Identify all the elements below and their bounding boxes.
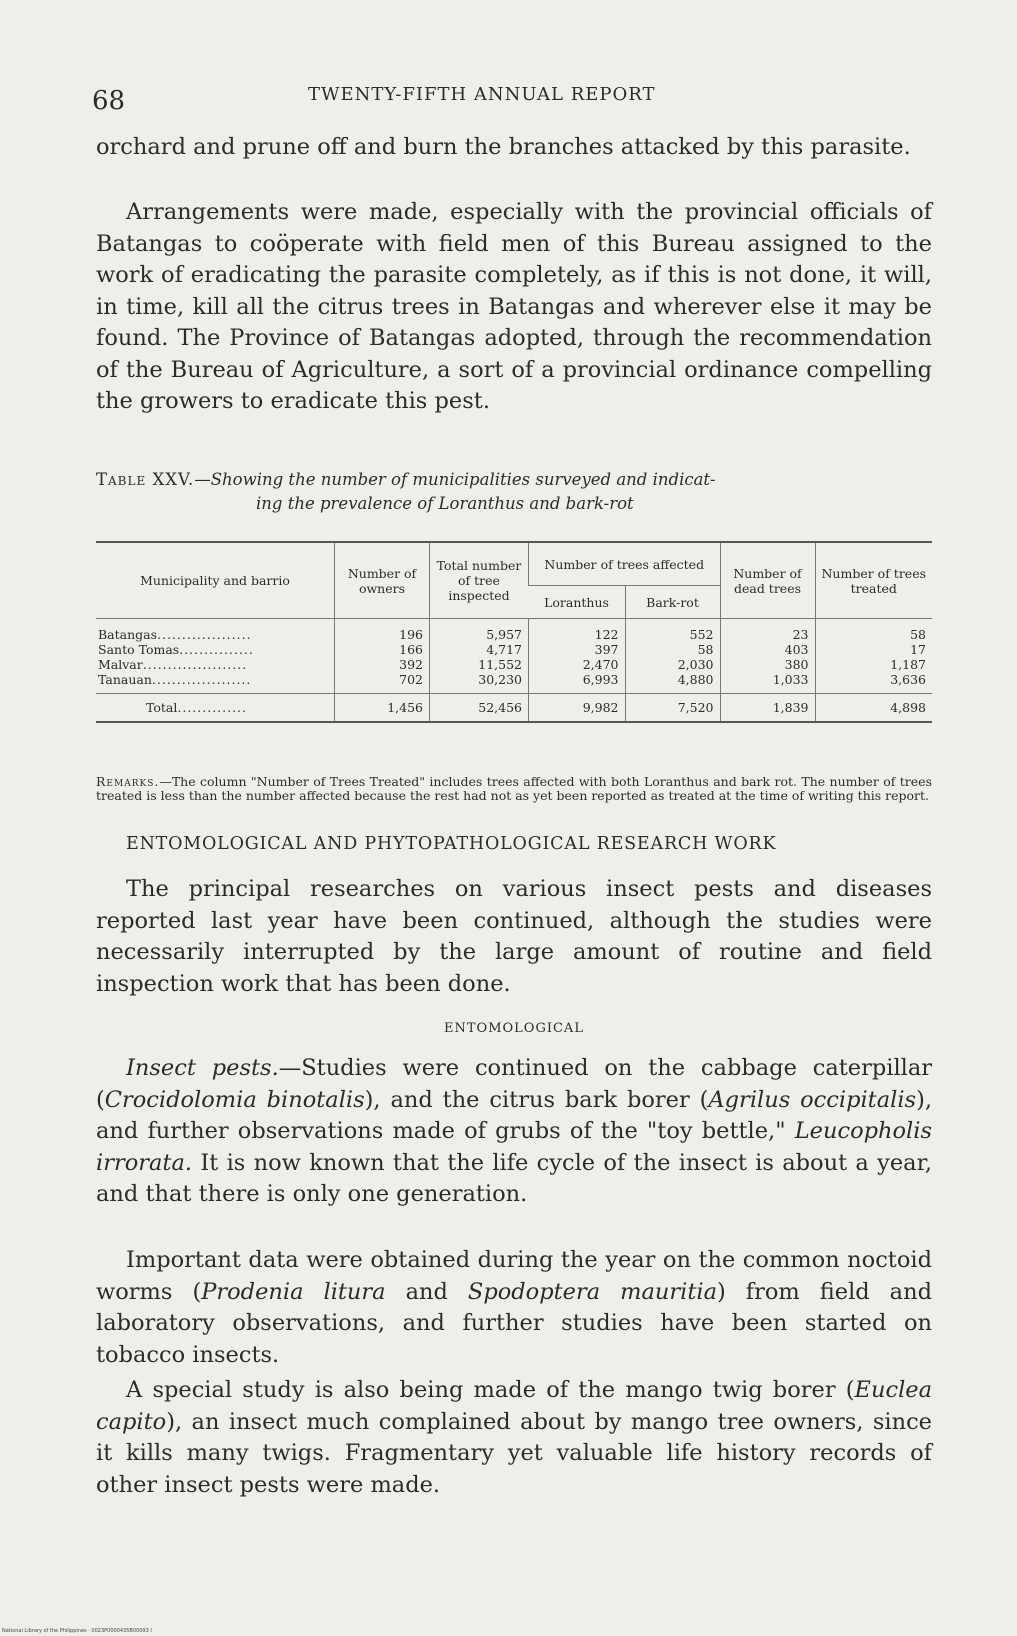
header-municipality: Municipality and barrio: [96, 542, 335, 619]
header-barkrot: Bark-rot: [625, 586, 720, 619]
row-name: Batangas...................: [98, 627, 252, 642]
section-heading: ENTOMOLOGICAL AND PHYTOPATHOLOGICAL RESEARCH WORK: [126, 834, 777, 854]
header-affected: Number of trees affected: [529, 542, 721, 586]
cell-barkrot: 4,880: [625, 672, 720, 694]
header-dead: Number of dead trees: [720, 542, 815, 619]
header-inspected: Total number of tree inspected: [430, 542, 529, 619]
cell-loranthus: 397: [529, 642, 626, 657]
cell-inspected: 5,957: [430, 619, 529, 643]
cell-owners: 196: [335, 619, 430, 643]
cell-dead: 23: [720, 619, 815, 643]
table-total-row: [96, 694, 932, 723]
paragraph-5: Important data were obtained during the year on the common noctoid worms (Prodenia litura and Spodoptera mauritia) from field and laboratory observations, and further studies have been started on tobacco insects.: [96, 1247, 932, 1368]
cell-barkrot: 7,520: [625, 694, 720, 723]
caption-line-1: —Showing the number of municipalities surveyed and indicat-: [194, 470, 716, 489]
cell-owners: 392: [335, 657, 430, 672]
running-title: TWENTY-FIFTH ANNUAL REPORT: [308, 84, 656, 105]
cell-treated: 3,636: [815, 672, 932, 694]
scan-footer: National Library of the Philippines · 0023P0000435B00093 I: [2, 1628, 152, 1634]
cell-dead: 380: [720, 657, 815, 672]
cell-inspected: 11,552: [430, 657, 529, 672]
cell-barkrot: 58: [625, 642, 720, 657]
caption-line-2: ing the prevalence of Loranthus and bark-rot: [256, 494, 634, 513]
cell-dead: 1,033: [720, 672, 815, 694]
paragraph-2: Arrangements were made, especially with the provincial officials of Batangas to coöperate with field men of this Bureau assigned to the work of eradicating the parasite completely, as if this is not done, it will, in time, kill all the citrus trees in Batangas and wherever else it may be found. The Province of Batangas adopted, through the recommendation of the Bureau of Agriculture, a sort of a provincial ordinance compelling the growers to eradicate this pest.: [96, 199, 932, 414]
cell-barkrot: 552: [625, 619, 720, 643]
cell-inspected: 52,456: [430, 694, 529, 723]
cell-loranthus: 9,982: [529, 694, 626, 723]
table-label: Table XXV.: [96, 470, 195, 489]
cell-owners: 1,456: [335, 694, 430, 723]
cell-dead: 1,839: [720, 694, 815, 723]
cell-inspected: 4,717: [430, 642, 529, 657]
table-row: [96, 642, 932, 657]
table-row: [96, 619, 932, 643]
cell-loranthus: 2,470: [529, 657, 626, 672]
paragraph-6: A special study is also being made of the mango twig borer (Euclea capito), an insect much complained about by mango tree owners, since it kills many twigs. Fragmentary yet valuable life history records of other insect pests were made.: [96, 1377, 932, 1498]
paragraph-3: The principal researches on various insect pests and diseases reported last year have been continued, although the studies were necessarily interrupted by the large amount of routine and field inspection work that has been done.: [96, 876, 932, 997]
cell-inspected: 30,230: [430, 672, 529, 694]
row-name: Tanauan....................: [98, 672, 252, 687]
subsection-heading: ENTOMOLOGICAL: [444, 1021, 584, 1036]
cell-barkrot: 2,030: [625, 657, 720, 672]
table-remarks: Remarks.—The column "Number of Trees Treated" includes trees affected with both Loranthus and bark rot. The number of trees treated is less than the number affected because the rest had not as yet been reported as treated at the time of writing this report.: [96, 773, 932, 803]
table-row: [96, 657, 932, 672]
page-number: 68: [92, 86, 126, 116]
cell-owners: 166: [335, 642, 430, 657]
cell-treated: 1,187: [815, 657, 932, 672]
cell-loranthus: 122: [529, 619, 626, 643]
row-name: Malvar.....................: [98, 657, 248, 672]
row-name: Total..............: [96, 694, 335, 723]
header-loranthus: Loranthus: [529, 586, 626, 619]
cell-treated: 17: [815, 642, 932, 657]
row-name: Santo Tomas...............: [98, 642, 254, 657]
cell-owners: 702: [335, 672, 430, 694]
cell-dead: 403: [720, 642, 815, 657]
page-header: [92, 80, 932, 120]
header-owners: Number of owners: [335, 542, 430, 619]
cell-treated: 58: [815, 619, 932, 643]
data-table: [96, 541, 932, 723]
cell-loranthus: 6,993: [529, 672, 626, 694]
cell-treated: 4,898: [815, 694, 932, 723]
table-row: [96, 672, 932, 694]
table-caption: [96, 468, 932, 516]
paragraph-1: orchard and prune off and burn the branches attacked by this parasite.: [96, 134, 911, 160]
header-treated: Number of trees treated: [815, 542, 932, 619]
paragraph-4: Insect pests.—Studies were continued on the cabbage caterpillar (Crocidolomia binotalis), and the citrus bark borer (Agrilus occipitalis), and further observations made of grubs of the "toy bettle," Leucopholis irrorata. It is now known that the life cycle of the insect is about a year, and that there is only one generation.: [96, 1055, 933, 1207]
